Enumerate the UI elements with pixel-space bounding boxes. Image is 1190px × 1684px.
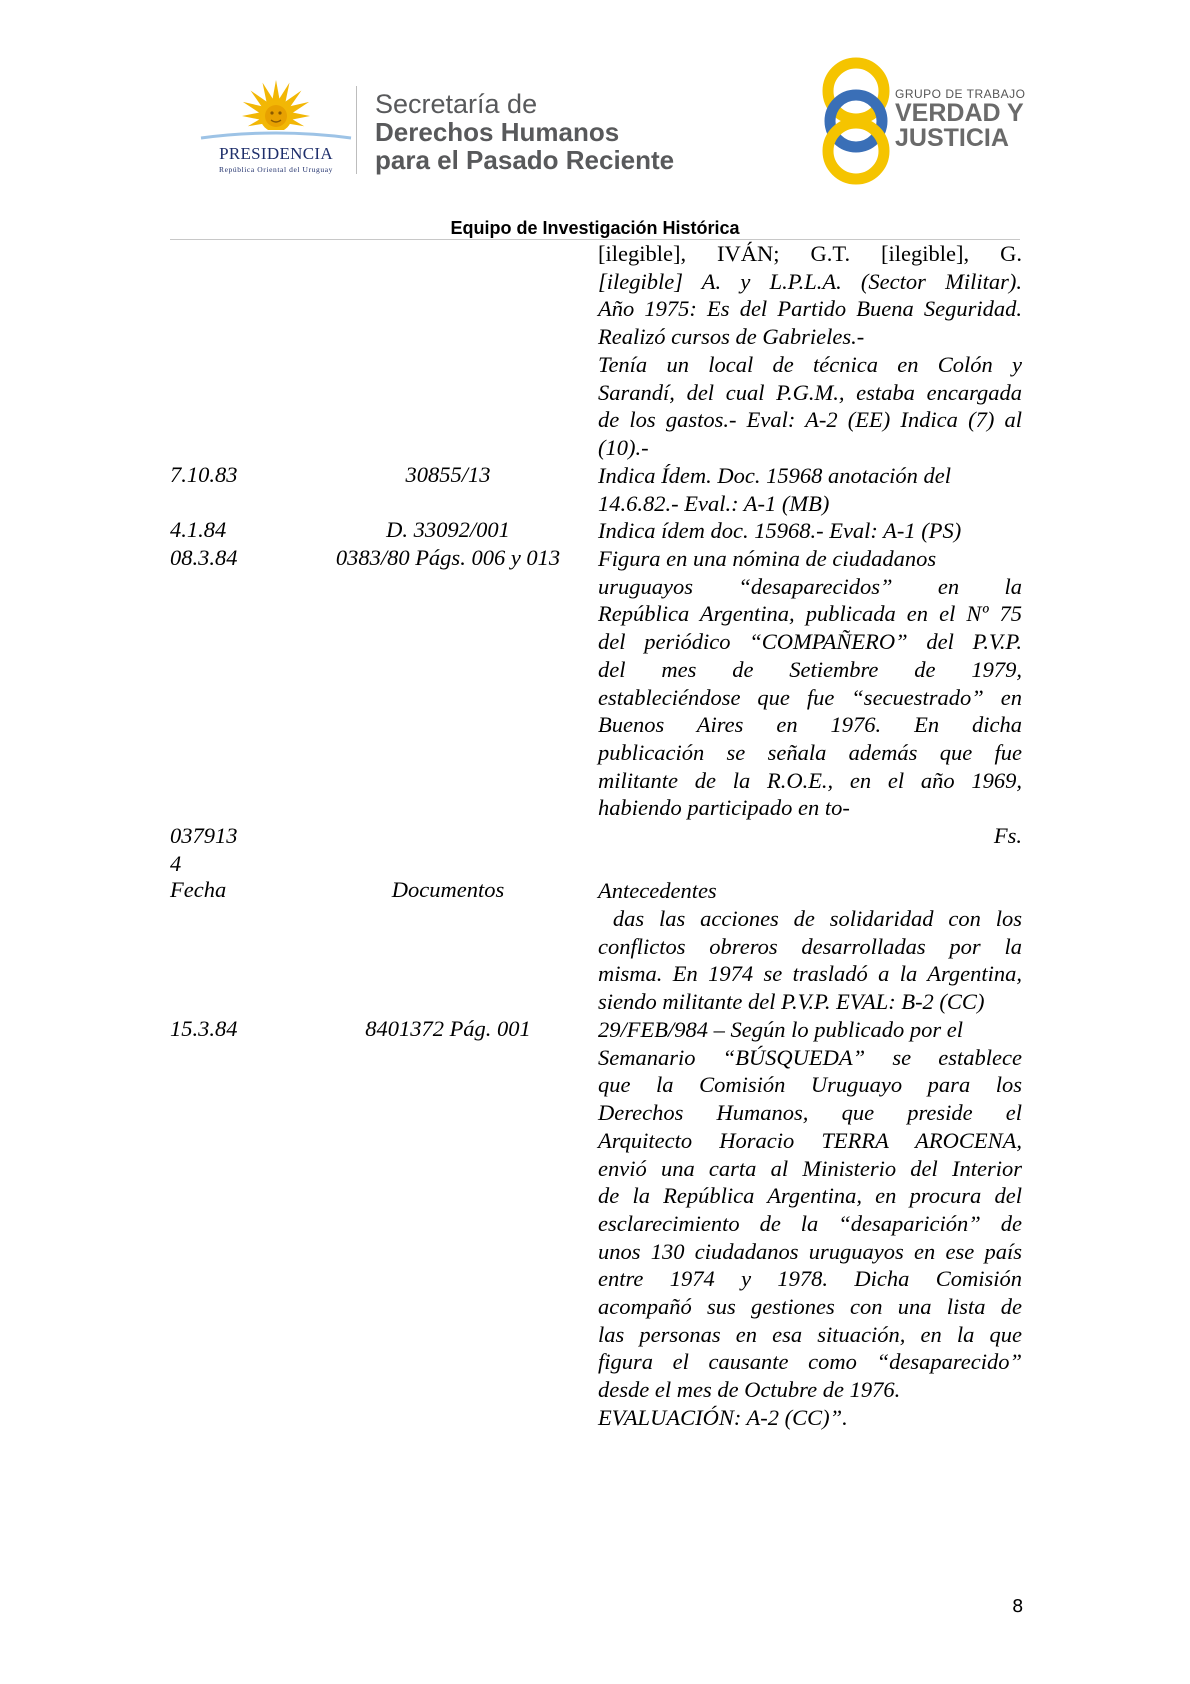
presidencia-subtitle: República Oriental del Uruguay [218, 165, 333, 174]
row-document: 30855/13 [405, 462, 491, 487]
continuation-text [598, 240, 1022, 462]
row-text: Indica ídem doc. 15968.- Eval: A-1 (PS) [598, 518, 962, 543]
grupo-line2: VERDAD Y [895, 99, 1024, 127]
column-header-date: Fecha [170, 877, 227, 902]
secretaria-line2: Derechos Humanos [375, 117, 620, 147]
row-date: 08.3.84 [170, 545, 238, 570]
text-line: Tenía un local de técnica en Colón y [598, 351, 1022, 377]
row-document: 0383/80 Págs. 006 y 013 [335, 545, 561, 570]
secretaria-line1: Secretaría de [375, 89, 538, 119]
row-text: Figura en una nómina de ciudadanos uruguayos “desaparecidos” en la República Argentina, publicada en el Nº 75 del periódico “COMPAÑERO” del P.V.P. del mes de Setiembre de 1979, estableciéndose que fue “secuestrado” en Buenos Aires en 1976. En dicha publicación se señala además que fue militante de la R.O.E., en el año 1969, habiendo participado en to- [598, 546, 1022, 821]
text-line: (10).- [598, 434, 649, 460]
folio-label: Fs. [993, 823, 1022, 848]
column-header-antecedents: Antecedentes [598, 878, 717, 903]
row-date: 4.1.84 [170, 517, 227, 542]
text-line: Sarandí, del cual P.G.M., estaba encargada [598, 379, 1022, 405]
text-line: Año 1975: Es del Partido Buena Seguridad. [598, 296, 1022, 322]
page-number: 8 [1012, 1596, 1024, 1617]
continued-text: das las acciones de solidaridad con los conflictos obreros desarrolladas por la misma. En 1974 se trasladó a la Argentina, siendo militante del P.V.P. EVAL: B-2 (CC) [598, 906, 1022, 1015]
presidencia-name: PRESIDENCIA [219, 144, 333, 163]
column-header-documents: Documentos [391, 877, 505, 902]
grupo-line1: GRUPO DE TRABAJO [895, 87, 1026, 101]
grupo-line3: JUSTICIA [895, 124, 1009, 152]
text-line: Realizó cursos de Gabrieles.- [598, 324, 865, 350]
row-date: 15.3.84 [170, 1016, 238, 1041]
secretaria-line3: para el Pasado Reciente [375, 145, 675, 175]
row-document: 8401372 Pág. 001 [365, 1016, 531, 1041]
text-line: [ilegible], IVÁN; G.T. [ilegible], G. [598, 241, 1022, 266]
row-text: 29/FEB/984 – Según lo publicado por el Semanario “BÚSQUEDA” se establece que la Comisión Uruguayo para los Derechos Humanos, que preside el Arquitecto Horacio TERRA AROCENA, envió una carta al Ministerio del Interior de la República Argentina, en procura del esclarecimiento de la “desaparición” de unos 130 ciudadanos uruguayos en ese país entre 1974 y 1978. Dicha Comisión acompañó sus gestiones con una lista de las personas en esa situación, en la que figura el causante como “desaparecido” desde el mes de Octubre de 1976. EVALUACIÓN: A-2 (CC)”. [598, 1017, 1022, 1430]
row-document: D. 33092/001 [386, 517, 510, 542]
row-date: 7.10.83 [170, 462, 238, 487]
row-text: Indica Ídem. Doc. 15968 anotación del 14.6.82.- Eval.: A-1 (MB) [598, 463, 952, 516]
text-line: de los gastos.- Eval: A-2 (EE) Indica (7) al [598, 407, 1022, 433]
team-title: Equipo de Investigación Histórica [450, 218, 740, 238]
text-line: [ilegible] A. y L.P.L.A. (Sector Militar). [598, 268, 1022, 294]
page-code: 037913 4 [170, 823, 238, 876]
